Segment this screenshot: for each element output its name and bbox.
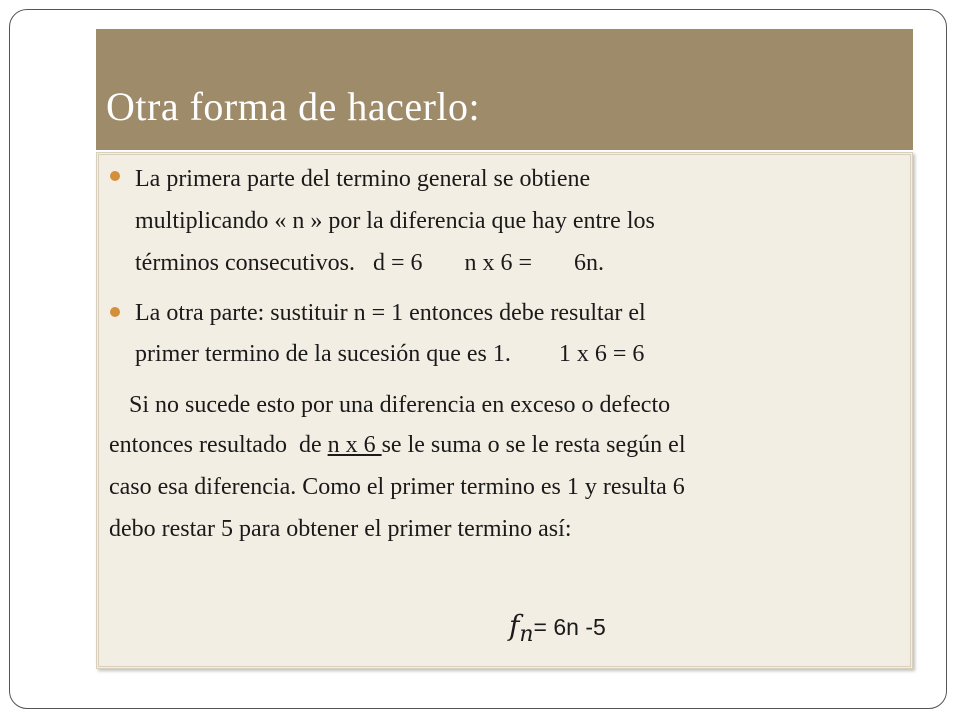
slide-title: Otra forma de hacerlo: xyxy=(106,84,481,129)
formula-expression: = 6n -5 xyxy=(533,614,606,640)
paragraph-line-2-before: entonces resultado de xyxy=(109,432,328,458)
content-box xyxy=(96,152,913,669)
formula-symbol: f xyxy=(509,609,520,642)
title-bar xyxy=(96,29,913,150)
bullet-2-line-2: primer termino de la sucesión que es 1. 1 x 6 = 6 xyxy=(135,341,645,367)
paragraph-line-1: Si no sucede esto por una diferencia en exceso o defecto xyxy=(129,392,671,418)
formula-subscript: n xyxy=(519,622,534,647)
bullet-2-line-1: La otra parte: sustituir n = 1 entonces debe resultar el xyxy=(135,300,646,326)
bullet-1-line-3: términos consecutivos. d = 6 n x 6 = 6n. xyxy=(135,250,605,276)
paragraph-line-2 xyxy=(109,433,686,457)
paragraph-line-3: caso esa diferencia. Como el primer termino es 1 y resulta 6 xyxy=(109,474,685,500)
bullet-dot-icon xyxy=(110,307,120,317)
bullet-1-line-2: multiplicando « n » por la diferencia que hay entre los xyxy=(135,208,655,234)
bullet-dot-icon xyxy=(110,171,120,181)
paragraph-line-4: debo restar 5 para obtener el primer termino así: xyxy=(109,516,572,542)
bullet-1-line-1: La primera parte del termino general se obtiene xyxy=(135,166,591,192)
paragraph-line-2-after: se le suma o se le resta según el xyxy=(381,432,686,458)
general-term-formula xyxy=(509,609,606,647)
underlined-expression: n x 6 xyxy=(327,432,382,458)
